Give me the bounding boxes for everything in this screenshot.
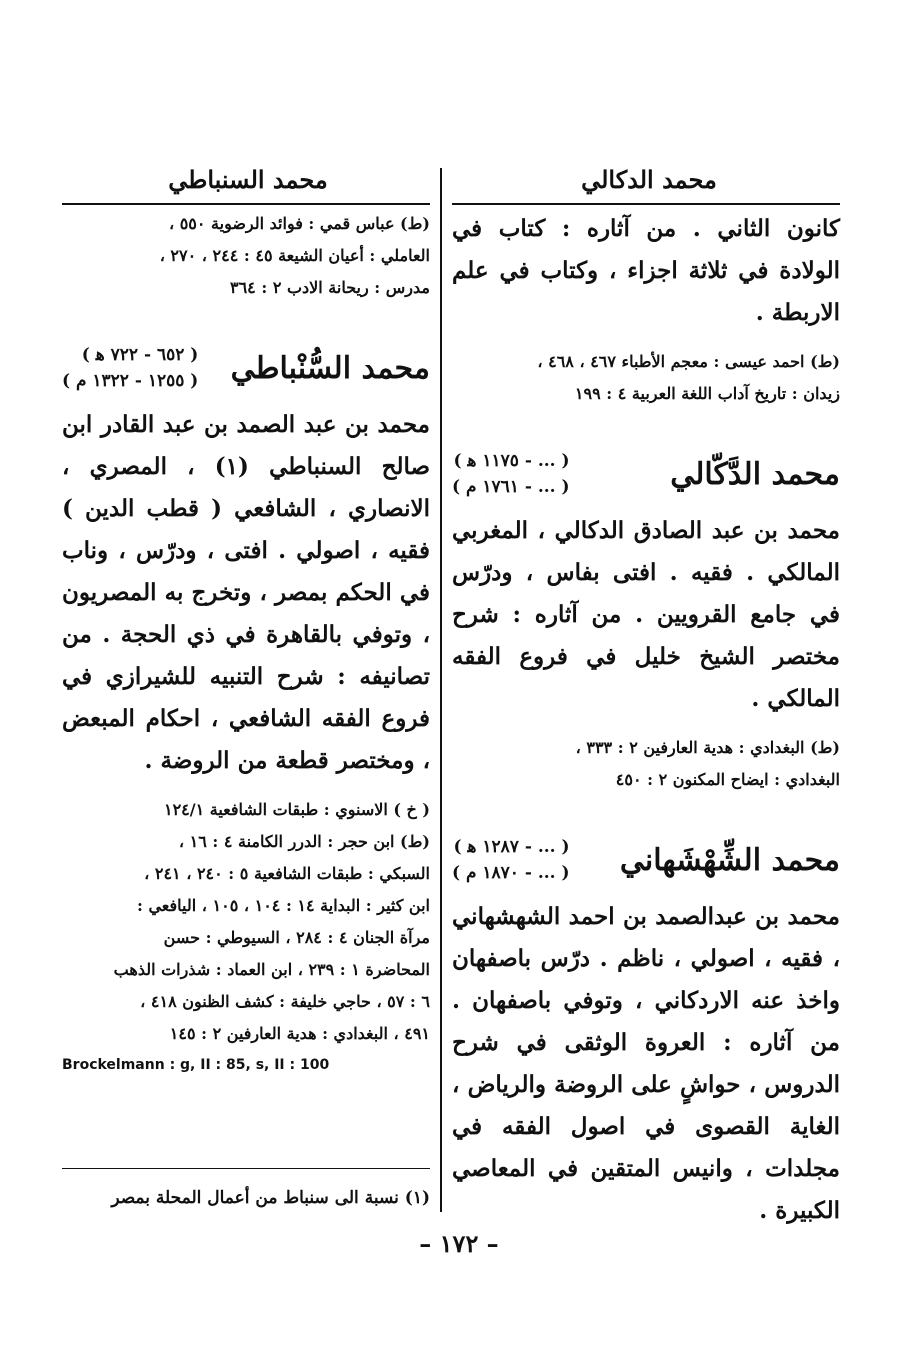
reference-line: مرآة الجنان ٤ : ٢٨٤ ، السيوطي : حسن [163,928,430,947]
dates-ad: ( ... - ١٧٦١ م ) [452,477,570,497]
reference-line: مدرس : ريحانة الادب ٢ : ٣٦٤ [229,278,430,297]
dates-ad: ( ... - ١٨٧٠ م ) [452,863,570,883]
footnote: (١) نسبة الى سنباط من أعمال المحلة بمصر [111,1188,430,1208]
entry-text: محمد بن عبد الصادق الدكالي ، المغربي المالكي . فقيه . افتى بفاس ، ودرّس في جامع القرويين . من آثاره : شرح مختصر الشيخ خليل في فروع الفقه المالكي . [452,517,840,712]
reference-line: (ط) ابن حجر : الدرر الكامنة ٤ : ١٦ ، [178,832,430,851]
entry-text: محمد بن عبدالصمد بن احمد الشهشهاني ، فقيه ، اصولي ، ناظم . درّس باصفهان واخذ عنه الاردكاني ، وتوفي باصفهان . من آثاره : العروة الوثقى في شرح الدروس ، حواشٍ على الروضة والرياض ، الغاية القصوى في اصول الفقه في مجلدات ، وانيس المتقين في المعاصي الكبيرة . [452,903,840,1224]
continued-entry-text: كانون الثاني . من آثاره : كتاب في الولادة في ثلاثة اجزاء ، وكتاب في علم الاربطة . [452,215,840,326]
footnote-rule [62,1168,430,1169]
page-number: – ١٧٢ – [419,1229,499,1258]
running-header-left: محمد السنباطي [168,165,328,194]
header-rule-right [452,203,840,205]
entry-name: محمد الدَّكّالي [670,456,840,492]
reference-line: ابن كثير : البداية ١٤ : ١٠٤ ، ١٠٥ ، اليافعي : [136,896,430,915]
entry-dates [452,448,570,500]
reference-line: (ط) عباس قمي : فوائد الرضوية ٥٥٠ ، [168,214,430,233]
column-divider [440,168,442,1212]
right-column [452,208,840,1232]
reference-line: العاملي : أعيان الشيعة ٤٥ : ٢٤٤ ، ٢٧٠ ، [159,246,430,265]
reference-line: السبكي : طبقات الشافعية ٥ : ٢٤٠ ، ٢٤١ ، [144,864,430,883]
reference-line-manuscript: ( خ ) الاسنوي : طبقات الشافعية ١٢٤/١ [163,800,430,819]
running-header-right: محمد الدكالي [581,165,717,194]
dates-ad: ( ١٢٥٥ - ١٣٢٢ م ) [62,371,199,391]
entry-text: محمد بن عبد الصمد بن عبد القادر ابن صالح السنباطي (١) ، المصري ، الانصاري ، الشافعي ( قطب الدين ) فقيه ، اصولي . افتى ، ودرّس ، وناب في الحكم بمصر ، وتخرج به المصريون ، وتوفي بالقاهرة في ذي الحجة . من تصانيفه : شرح التنبيه للشيرازي في فروع الفقه الشافعي ، احكام المبعض ، ومختصر قطعة من الروضة . [62,411,430,774]
left-column [62,208,430,1080]
reference-line: البغدادي : ايضاح المكنون ٢ : ٤٥٠ [615,770,840,789]
reference-line: ٦ : ٥٧ ، حاجي خليفة : كشف الظنون ٤١٨ ، [140,992,430,1011]
entry-name: محمد السُّنْباطي [230,350,430,386]
entry-heading [452,448,840,500]
reference-line: (ط) احمد عيسى : معجم الأطباء ٤٦٧ ، ٤٦٨ ، [537,352,840,371]
reference-line: ٤٩١ ، البغدادي : هدية العارفين ٢ : ١٤٥ [169,1024,430,1043]
reference-line: (ط) البغدادي : هدية العارفين ٢ : ٣٣٣ ، [575,738,840,757]
reference-line-latin: Brockelmann : g, II : 85, s, II : 100 [62,1057,330,1073]
reference-line: المحاضرة ١ : ٢٣٩ ، ابن العماد : شذرات الذهب [113,960,430,979]
reference-line: زيدان : تاريخ آداب اللغة العربية ٤ : ١٩٩ [574,384,840,403]
entry-heading [452,834,840,886]
header-rule-left [62,203,430,205]
dates-hijri: ( ... - ١١٧٥ ﻫ ) [453,451,570,471]
entry-name: محمد الشِّهْشَهاني [619,842,840,878]
dates-hijri: ( ٦٥٢ - ٧٢٢ ﻫ ) [81,345,199,365]
entry-dates [452,834,570,886]
entry-dates [62,342,198,394]
entry-heading [62,342,430,394]
dates-hijri: ( ... - ١٢٨٧ ﻫ ) [453,837,570,857]
